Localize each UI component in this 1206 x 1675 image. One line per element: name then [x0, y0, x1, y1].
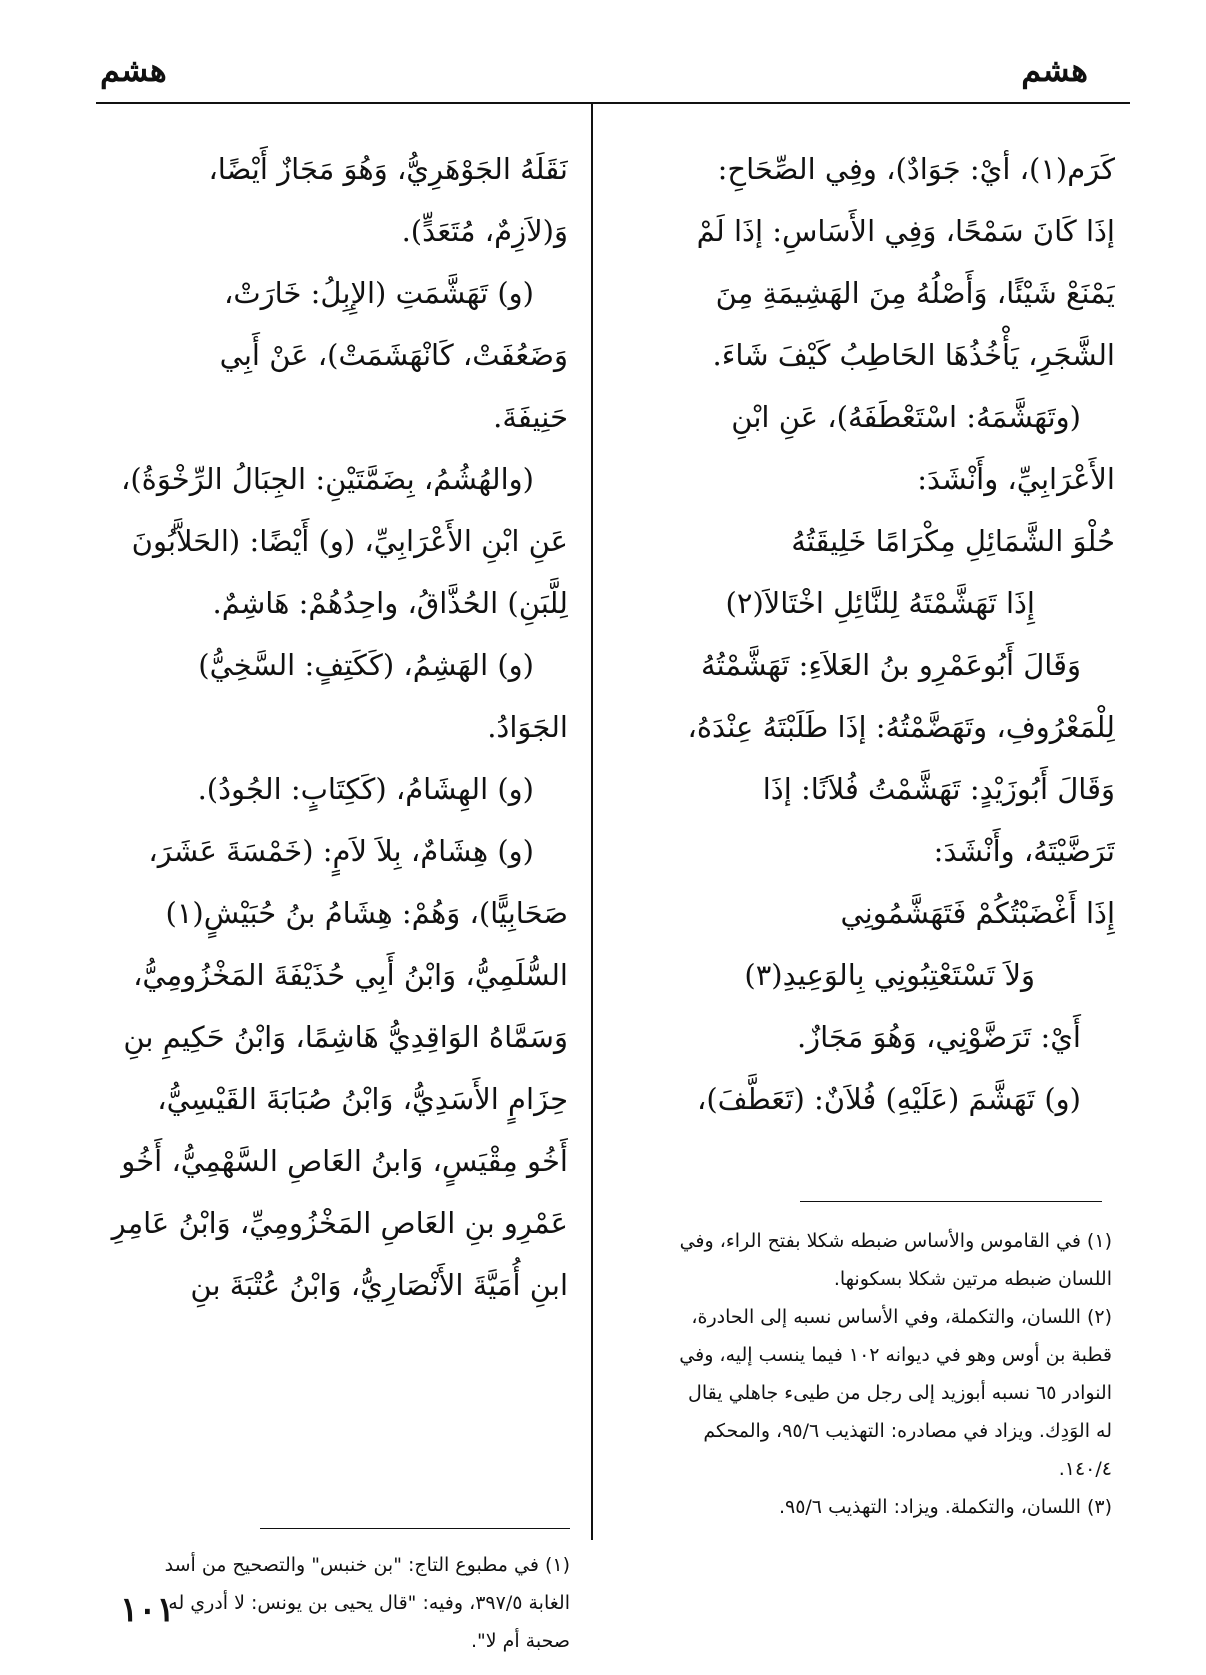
text-line: أَيْ: تَرَضَّوْنِي، وَهُوَ مَجَازٌ.: [796, 1020, 1081, 1054]
running-head-left: هشم: [100, 51, 167, 89]
footnote-line: النوادر ٦٥ نسبه أبوزيد إلى رجل من طيىء جاهلي يقال: [688, 1382, 1112, 1404]
page-number: ١٠١: [120, 1590, 175, 1630]
text-line: الجَوَادُ.: [487, 710, 568, 744]
footnote-line: قطبة بن أوس وهو في ديوانه ١٠٢ فيما ينسب إليه، وفي: [679, 1344, 1112, 1366]
text-line: (والهُشُمُ، بِضَمَّتَيْنِ: الجِبَالُ الرِّخْوَةُ)،: [120, 462, 534, 496]
text-line: وَقَالَ أَبُوزَيْدٍ: تَهَشَّمْتُ فُلاَنًا: إذَا: [762, 772, 1115, 806]
footnote-line: (٣) اللسان، والتكملة. ويزاد: التهذيب ٩٥/٦.: [778, 1496, 1112, 1518]
text-line: الشَّجَرِ، يَأْخُذُهَا الحَاطِبُ كَيْفَ شَاءَ.: [712, 338, 1115, 372]
footnote-line: (٢) اللسان، والتكملة، وفي الأساس نسبه إلى الحادرة،: [691, 1306, 1112, 1328]
text-line: تَرَضَّيْتَهُ، وأَنْشَدَ:: [933, 834, 1115, 868]
footnote-line: الغابة ٣٩٧/٥، وفيه: "قال يحيى بن يونس: لا أدري له: [168, 1592, 570, 1614]
text-line: صَحَابِيًّا)، وَهُمْ: هِشَامُ بنُ حُبَيْشٍ(١): [165, 896, 568, 930]
footnote-line: ١٤٠/٤.: [1058, 1458, 1112, 1480]
text-line: نَقَلَهُ الجَوْهَرِيُّ، وَهُوَ مَجَازٌ أَيْضًا،: [208, 152, 568, 186]
text-line: حَنِيفَةَ.: [493, 400, 568, 434]
text-line: إذَا كَانَ سَمْحًا، وَفِي الأَسَاسِ: إذَا لَمْ: [696, 214, 1115, 248]
verse-line: حُلْوَ الشَّمَائِلِ مِكْرَامًا خَلِيقَتُهُ: [791, 524, 1115, 558]
column-divider: [591, 103, 593, 1540]
footnote-rule-left: [260, 1528, 570, 1529]
text-line: وَقَالَ أَبُوعَمْرِو بنُ العَلاَءِ: تَهَشَّمْتُهُ: [701, 648, 1081, 682]
left-column: [108, 138, 568, 1316]
footnote-line: اللسان ضبطه مرتين شكلا بسكونها.: [833, 1268, 1112, 1290]
text-line: وَ(لاَزِمٌ، مُتَعَدٍّ).: [401, 214, 568, 248]
text-line: (و) تَهَشَّمَتِ (الإِبِلُ: خَارَتْ،: [224, 276, 534, 310]
footnotes-right: [620, 1222, 1112, 1526]
verse-line: إِذَا أَغْضَبْتُكُمْ فَتَهَشَّمُونِي: [840, 896, 1115, 930]
text-line: لِلْمَعْرُوفِ، وتَهَضَّمْتُهُ: إذَا طَلَبْتَهُ عِنْدَهُ،: [687, 710, 1115, 744]
header-rule: [96, 102, 1130, 104]
footnote-line: له الوَدِك. ويزاد في مصادره: التهذيب ٩٥/٦، والمحكم: [703, 1420, 1112, 1442]
text-line: (وتَهَشَّمَهُ: اسْتَعْطَفَهُ)، عَنِ ابْنِ: [731, 400, 1081, 434]
text-line: السُّلَمِيُّ، وَابْنُ أَبِي حُذَيْفَةَ المَخْزُومِيُّ،: [133, 958, 568, 992]
verse-line: وَلاَ تَسْتَعْتِبُونِي بِالوَعِيدِ(٣): [744, 958, 1035, 992]
text-line: أَخُو مِقْيَسٍ، وَابنُ العَاصِ السَّهْمِيُّ، أَخُو: [121, 1144, 568, 1178]
text-line: (و) هِشَامٌ، بِلاَ لاَمٍ: (خَمْسَةَ عَشَرَ،: [148, 834, 534, 868]
text-line: (و) الهِشَامُ، (كَكِتَابٍ: الجُودُ).: [197, 772, 534, 806]
text-line: لِلَّبَنِ) الحُذَّاقُ، واحِدُهُمْ: هَاشِمٌ.: [212, 586, 568, 620]
text-line: يَمْنَعْ شَيْئًا، وَأَصْلُهُ مِنَ الهَشِيمَةِ مِنَ: [715, 276, 1115, 310]
text-line: عَنِ ابْنِ الأَعْرَابِيِّ، (و) أَيْضًا: (الحَلاَّبُونَ: [131, 524, 568, 558]
running-head-right: هشم: [1021, 51, 1088, 89]
text-line: (و) تَهَشَّمَ (عَلَيْهِ) فُلاَنٌ: (تَعَطَّفَ)،: [696, 1082, 1081, 1116]
footnote-line: صحبة أم لا".: [470, 1630, 570, 1652]
text-line: عَمْرِو بنِ العَاصِ المَخْزُومِيِّ، وَابْنُ عَامِرِ: [111, 1206, 568, 1240]
verse-line: إِذَا تَهَشَّمْتَهُ لِلنَّائِلِ اخْتَالاَ(٢): [725, 586, 1035, 620]
text-line: كَرَم(١)، أيْ: جَوَادٌ)، وفِي الصِّحَاحِ:: [717, 152, 1115, 186]
text-line: حِزَامٍ الأَسَدِيُّ، وَابْنُ صُبَابَةَ القَيْسِيُّ،: [157, 1082, 568, 1116]
footnote-line: (١) في مطبوع التاج: "بن خنبس" والتصحيح من أسد: [164, 1554, 570, 1576]
right-column: [620, 138, 1115, 1130]
text-line: ابنِ أُمَيَّةَ الأَنْصَارِيُّ، وَابْنُ عُتْبَةَ بنِ: [190, 1268, 568, 1302]
text-line: (و) الهَشِمُ، (كَكَتِفٍ: السَّخِيُّ): [198, 648, 534, 682]
text-line: الأَعْرَابِيِّ، وأَنْشَدَ:: [917, 462, 1115, 496]
text-line: وَضَعُفَتْ، كَانْهَشَمَتْ)، عَنْ أَبِي: [219, 338, 568, 372]
footnote-rule-right: [800, 1201, 1102, 1202]
text-line: وَسَمَّاهُ الوَاقِدِيُّ هَاشِمًا، وَابْنُ حَكِيمِ بنِ: [123, 1020, 568, 1054]
footnote-line: (١) في القاموس والأساس ضبطه شكلا بفتح الراء، وفي: [679, 1230, 1112, 1252]
footnotes-left: [108, 1546, 570, 1660]
